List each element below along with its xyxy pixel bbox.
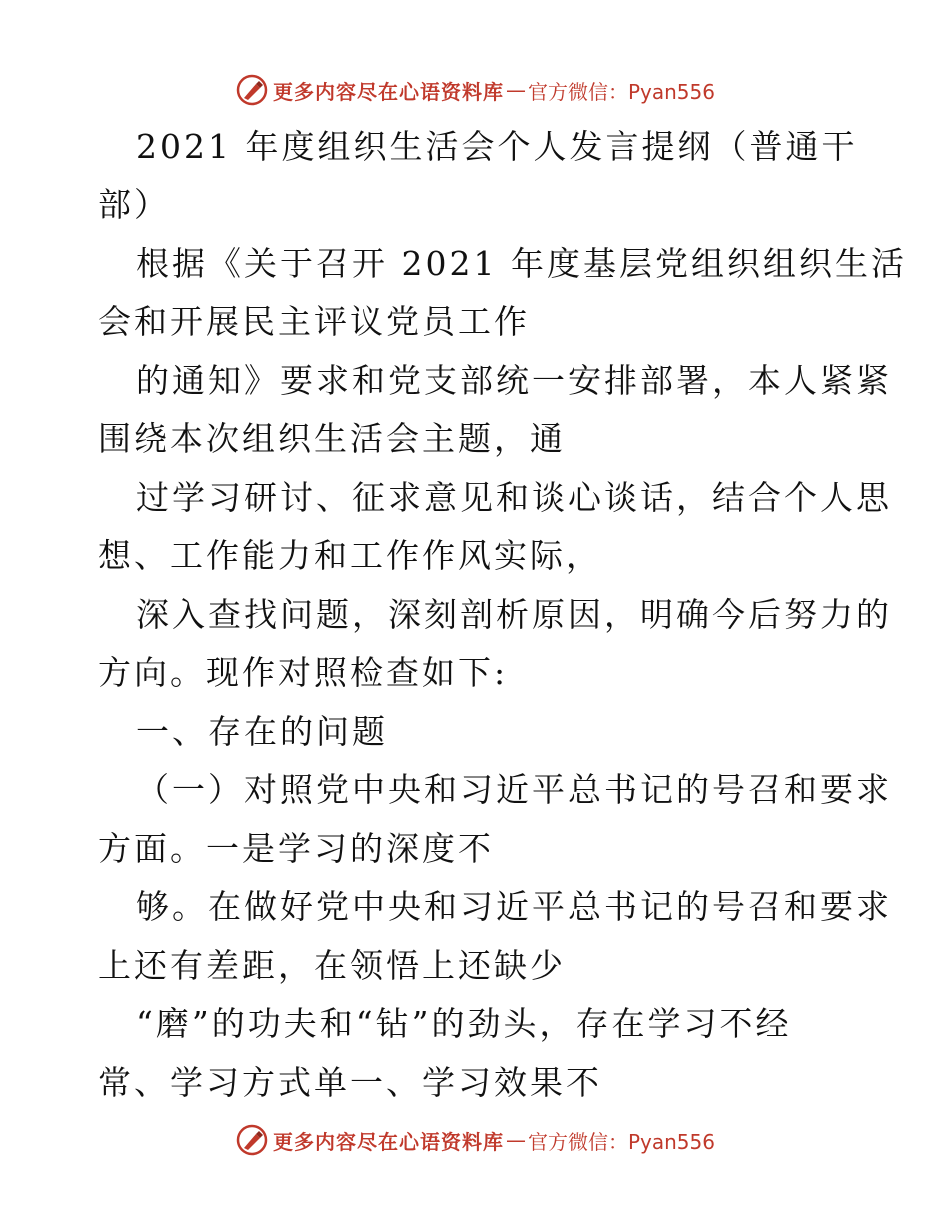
- paragraph-line: 根据《关于召开 2021 年度基层党组织组织生活: [136, 244, 907, 283]
- paragraph-line: 会和开展民主评议党员工作: [98, 302, 530, 341]
- banner-separator: —: [505, 1128, 526, 1152]
- banner-contact: 官方微信：Pyan556: [527, 79, 715, 104]
- doc-title-line-1: 2021 年度组织生活会个人发言提纲（普通干: [136, 127, 858, 166]
- paragraph-line: （一）对照党中央和习近平总书记的号召和要求: [136, 770, 892, 809]
- paragraph-line: 方向。现作对照检查如下:: [98, 653, 509, 692]
- paragraph-line: 围绕本次组织生活会主题，通: [98, 419, 566, 458]
- banner-separator: —: [505, 78, 526, 102]
- paragraph-line: 常、学习方式单一、学习效果不: [98, 1063, 602, 1102]
- paragraph-line: 上还有差距，在领悟上还缺少: [98, 946, 566, 985]
- pen-nib-logo-icon: [235, 1123, 269, 1157]
- paragraph-line: 想、工作能力和工作作风实际，: [98, 536, 602, 575]
- footer-watermark-banner: [0, 1120, 950, 1160]
- doc-title-line-2: 部）: [98, 185, 170, 224]
- pen-nib-logo-icon: [235, 73, 269, 107]
- banner-title: 更多内容尽在心语资料库: [272, 79, 504, 104]
- paragraph-line: 方面。一是学习的深度不: [98, 829, 494, 868]
- paragraph-line: 深入查找问题，深刻剖析原因，明确今后努力的: [136, 595, 892, 634]
- paragraph-line: 的通知》要求和党支部统一安排部署，本人紧紧: [136, 361, 892, 400]
- paragraph-line: “磨”的功夫和“钻”的劲头，存在学习不经: [136, 1004, 792, 1043]
- paragraph-line: 过学习研讨、征求意见和谈心谈话，结合个人思: [136, 478, 892, 517]
- header-watermark-banner: [0, 70, 950, 110]
- section-heading: 一、存在的问题: [136, 712, 388, 751]
- paragraph-line: 够。在做好党中央和习近平总书记的号召和要求: [136, 887, 892, 926]
- banner-title: 更多内容尽在心语资料库: [272, 1129, 504, 1154]
- banner-contact: 官方微信：Pyan556: [527, 1129, 715, 1154]
